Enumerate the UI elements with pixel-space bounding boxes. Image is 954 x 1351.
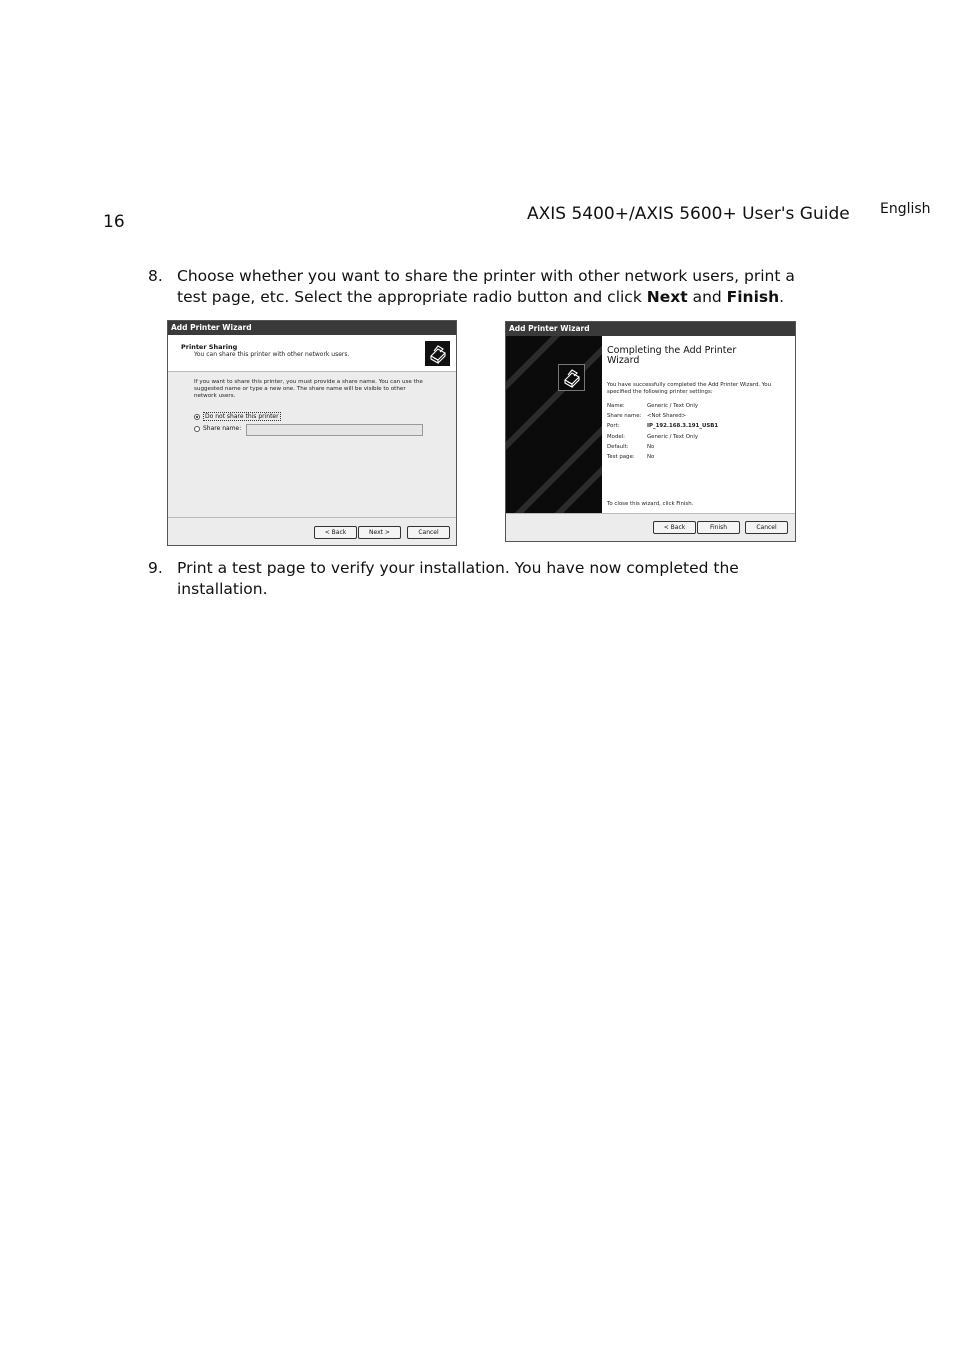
setting-label: Model: — [607, 434, 626, 440]
printer-sharing-dialog — [167, 320, 457, 546]
share-name-option[interactable] — [194, 425, 241, 432]
sharing-description: If you want to share this printer, you must provide a share name. You can use the suggested name or type a new one. The share name will be visible to other network users. — [194, 379, 423, 399]
cancel-button[interactable]: Cancel — [745, 521, 788, 534]
setting-label: Default: — [607, 444, 629, 450]
step-text: Print a test page to verify your installation. You have now completed the installation. — [177, 559, 739, 598]
no-share-label: Do not share this printer — [205, 413, 279, 420]
step-text-part: Choose whether you want to share the printer with other network users, print a test page, etc. Select the appropriate radio button and click — [177, 267, 795, 306]
no-share-option[interactable] — [194, 412, 281, 421]
setting-label: Name: — [607, 403, 625, 409]
button-bar — [168, 517, 456, 545]
completing-wizard-dialog — [505, 321, 796, 542]
step-number: 9. — [148, 559, 163, 577]
printer-icon — [558, 364, 585, 391]
share-name-label: Share name: — [203, 425, 242, 432]
step-8 — [148, 266, 848, 310]
step-text-part: and — [687, 288, 727, 306]
step-text — [177, 266, 827, 308]
header-subtitle: You can share this printer with other network users. — [194, 351, 350, 358]
step-9 — [148, 558, 848, 598]
button-bar — [506, 513, 795, 541]
next-button[interactable]: Next > — [358, 526, 401, 539]
setting-value: No — [647, 444, 655, 450]
setting-label: Test page: — [607, 454, 635, 460]
wizard-intro: You have successfully completed the Add Printer Wizard. You specified the following printer settings: — [607, 382, 772, 395]
step-text-part: . — [779, 288, 785, 306]
back-button[interactable]: < Back — [314, 526, 357, 539]
wizard-content — [602, 336, 795, 514]
step-bold-finish: Finish — [726, 288, 780, 306]
header-title: Printer Sharing — [181, 343, 238, 351]
window-title: Add Printer Wizard — [168, 321, 456, 335]
page-number: 16 — [103, 212, 125, 232]
step-bold-next: Next — [646, 288, 688, 306]
setting-value: Generic / Text Only — [647, 403, 699, 409]
printer-icon — [425, 341, 450, 366]
back-button[interactable]: < Back — [653, 521, 696, 534]
step-number: 8. — [148, 267, 163, 285]
wizard-side-panel — [506, 336, 602, 514]
setting-value: IP_192.168.3.191_USB1 — [647, 423, 719, 429]
radio-button[interactable] — [194, 426, 200, 432]
setting-value: <Not Shared> — [647, 413, 687, 419]
close-instruction: To close this wizard, click Finish. — [607, 501, 694, 507]
radio-button-checked[interactable] — [194, 414, 200, 420]
setting-label: Port: — [607, 423, 620, 429]
window-title: Add Printer Wizard — [506, 322, 795, 336]
wizard-header — [168, 335, 456, 372]
wizard-title: Completing the Add Printer Wizard — [607, 345, 737, 366]
setting-label: Share name: — [607, 413, 642, 419]
setting-value: Generic / Text Only — [647, 434, 699, 440]
language-tab: English — [880, 201, 931, 217]
setting-value: No — [647, 454, 655, 460]
cancel-button[interactable]: Cancel — [407, 526, 450, 539]
guide-title: AXIS 5400+/AXIS 5600+ User's Guide — [527, 204, 850, 224]
finish-button[interactable]: Finish — [697, 521, 740, 534]
share-name-input[interactable] — [246, 424, 423, 436]
